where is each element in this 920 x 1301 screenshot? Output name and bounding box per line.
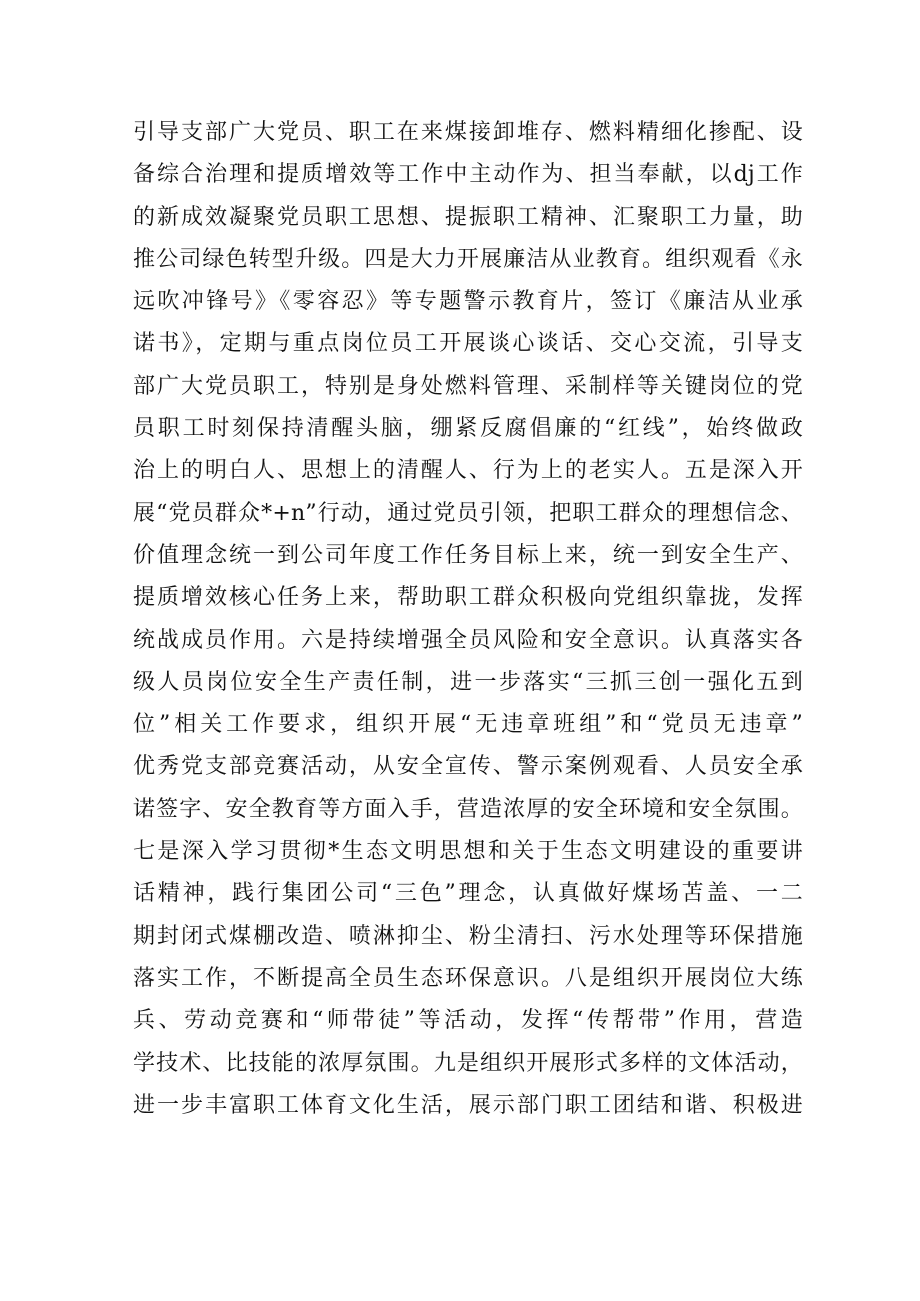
paragraph-line: 的新成效凝聚党员职工思想、提振职工精神、汇聚职工力量，助 <box>133 204 803 230</box>
paragraph-line: 话精神，践行集团公司“三色”理念，认真做好煤场苫盖、一二 <box>133 881 803 907</box>
paragraph-line: 诺书》，定期与重点岗位员工开展谈心谈话、交心交流，引导支 <box>133 331 803 357</box>
paragraph-line: 远吹冲锋号》《零容忍》等专题警示教育片，签订《廉洁从业承 <box>133 289 803 315</box>
paragraph-line: 进一步丰富职工体育文化生活，展示部门职工团结和谐、积极进 <box>133 1092 803 1118</box>
body-text <box>133 112 803 1127</box>
paragraph-line: 价值理念统一到公司年度工作任务目标上来，统一到安全生产、 <box>133 542 803 568</box>
paragraph-line: 七是深入学习贯彻*生态文明思想和关于生态文明建设的重要讲 <box>133 839 803 865</box>
paragraph-line: 期封闭式煤棚改造、喷淋抑尘、粉尘清扫、污水处理等环保措施 <box>133 923 803 949</box>
paragraph-line: 级人员岗位安全生产责任制，进一步落实“三抓三创一强化五到 <box>133 669 803 695</box>
paragraph-line: 治上的明白人、思想上的清醒人、行为上的老实人。五是深入开 <box>133 458 803 484</box>
paragraph-line: 推公司绿色转型升级。四是大力开展廉洁从业教育。组织观看《永 <box>133 246 803 272</box>
paragraph-line: 引导支部广大党员、职工在来煤接卸堆存、燃料精细化掺配、设 <box>133 120 803 145</box>
paragraph-line: 位”相关工作要求，组织开展“无违章班组”和“党员无违章” <box>133 712 803 738</box>
paragraph-line: 落实工作，不断提高全员生态环保意识。八是组织开展岗位大练 <box>133 965 803 991</box>
paragraph-line: 统战成员作用。六是持续增强全员风险和安全意识。认真落实各 <box>133 627 803 653</box>
paragraph-line: 展“党员群众*+n”行动，通过党员引领，把职工群众的理想信念、 <box>133 500 803 526</box>
paragraph-line: 员职工时刻保持清醒头脑，绷紧反腐倡廉的“红线”，始终做政 <box>133 416 803 442</box>
paragraph-line: 诺签字、安全教育等方面入手，营造浓厚的安全环境和安全氛围。 <box>133 796 803 822</box>
paragraph-line: 备综合治理和提质增效等工作中主动作为、担当奉献，以dj工作 <box>133 162 803 188</box>
paragraph-line: 部广大党员职工，特别是身处燃料管理、采制样等关键岗位的党 <box>133 373 803 399</box>
paragraph-line: 兵、劳动竞赛和“师带徒”等活动，发挥“传帮带”作用，营造 <box>133 1008 803 1034</box>
paragraph-line: 学技术、比技能的浓厚氛围。九是组织开展形式多样的文体活动， <box>133 1050 803 1076</box>
paragraph-line: 提质增效核心任务上来，帮助职工群众积极向党组织靠拢，发挥 <box>133 585 803 611</box>
paragraph-line: 优秀党支部竞赛活动，从安全宣传、警示案例观看、人员安全承 <box>133 754 803 780</box>
